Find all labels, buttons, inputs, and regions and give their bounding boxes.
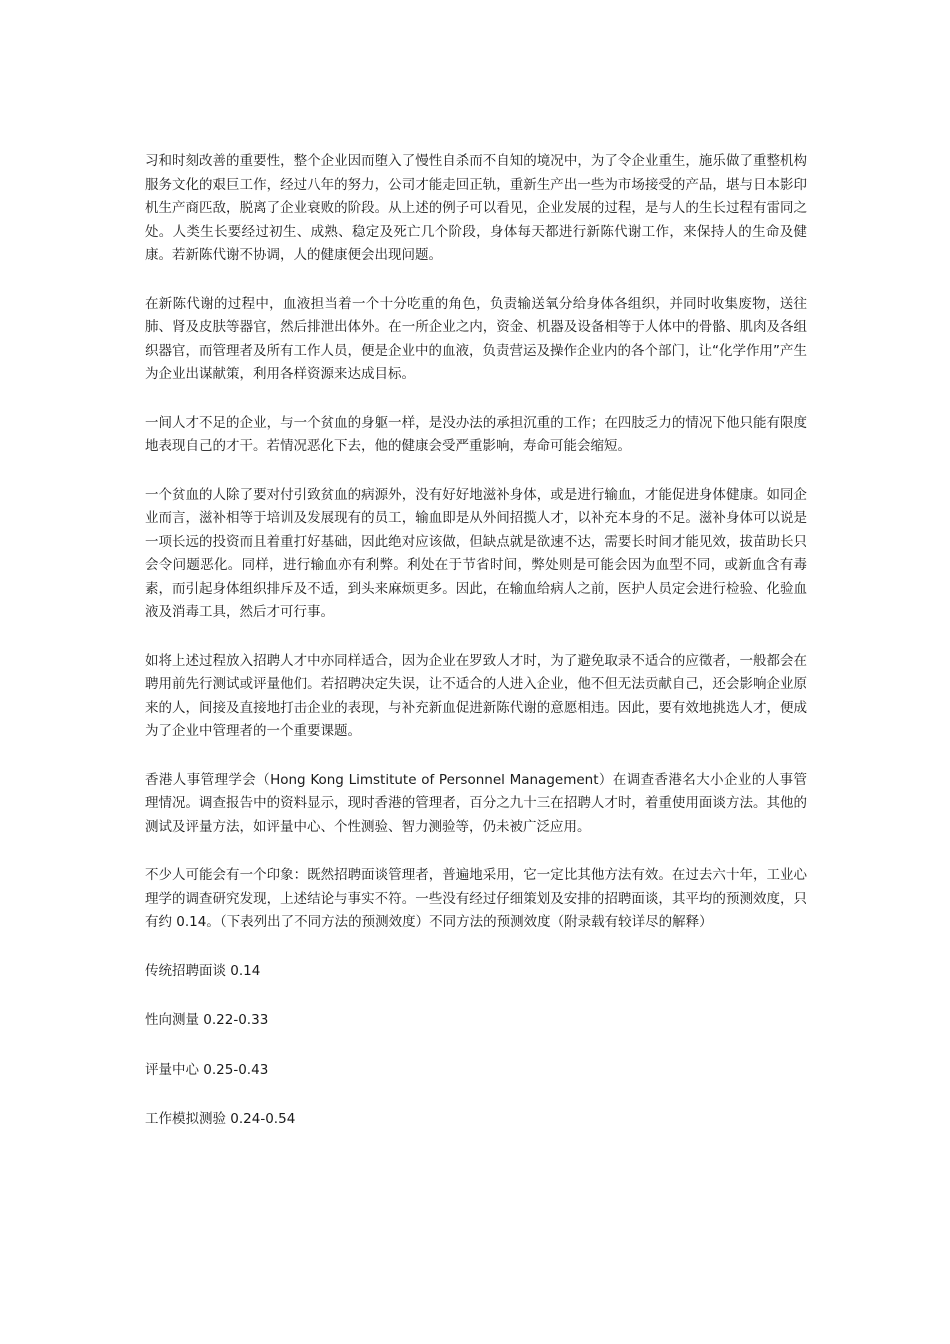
document-body [145,150,807,1158]
paragraph-talent-shortage: 一间人才不足的企业，与一个贫血的身躯一样，是没办法的承担沉重的工作；在四肢乏力的情况下他只能有限度地表现自己的才干。若情况恶化下去，他的健康会受严重影响，寿命可能会缩短。 [145,414,807,454]
paragraph-hkipm-survey: 香港人事管理学会（Hong Kong Limstitute of Personnel Management）在调查香港名大小企业的人事管理情况。调查报告中的资料显示，现时香港的管理者，百分之九十三在招聘人才时，着重使用面谈方法。其他的测试及评量方法，如评量中心、个性测验、智力测验等，仍未被广泛应用。 [145,771,807,835]
method-work-simulation: 工作模拟测验 0.24-0.54 [145,1111,296,1127]
method-assessment-center: 评量中心 0.25-0.43 [145,1061,269,1078]
method-traditional-interview: 传统招聘面谈 0.14 [145,962,261,979]
paragraph-anemia-transfusion: 一个贫血的人除了要对付引致贫血的病源外，没有好好地滋补身体，或是进行输血，才能促进身体健康。如同企业而言，滋补相等于培训及发展现有的员工，输血即是从外间招揽人才，以补充本身的不足。滋补身体可以说是一项长远的投资而且着重打好基础，因此绝对应该做，但缺点就是欲速不达，需要长时间才能见效，拔苗助长只会令问题恶化。同样，进行输血亦有利弊。利处在于节省时间，弊处则是可能会因为血型不同，或新血含有毒素，而引起身体组织排斥及不适，到头来麻烦更多。因此，在输血给病人之前，医护人员定会进行检验、化验血液及消毒工具，然后才可行事。 [145,486,807,620]
paragraph-predictive-validity: 不少人可能会有一个印象：既然招聘面谈管理者，普遍地采用，它一定比其他方法有效。在过去六十年，工业心理学的调查研究发现，上述结论与事实不符。一些没有经过仔细策划及安排的招聘面谈，其平均的预测效度，只有约 0.14。（下表列出了不同方法的预测效度）不同方法的预测效度（附录载有较详尽的解释） [145,867,807,930]
paragraph-recruitment-testing: 如将上述过程放入招聘人才中亦同样适合，因为企业在罗致人才时，为了避免取录不适合的应徵者，一般都会在聘用前先行测试或评量他们。若招聘决定失误，让不适合的人进入企业，他不但无法贡献自己，还会影响企业原来的人，间接及直接地打击企业的表现，与补充新血促进新陈代谢的意愿相违。因此，要有效地挑选人才，便成为了企业中管理者的一个重要课题。 [145,652,807,739]
paragraph-xerox-example: 习和时刻改善的重要性，整个企业因而堕入了慢性自杀而不自知的境况中，为了令企业重生，施乐做了重整机构服务文化的艰巨工作，经过八年的努力，公司才能走回正轨，重新生产出一些为市场接受的产品，堪与日本影印机生产商匹敌，脱离了企业衰败的阶段。从上述的例子可以看见，企业发展的过程，是与人的生长过程有雷同之处。人类生长要经过初生、成熟、稳定及死亡几个阶段，身体每天都进行新陈代谢工作，来保持人的生命及健康。若新陈代谢不协调，人的健康便会出现问题。 [145,153,807,263]
method-aptitude-test: 性向测量 0.22-0.33 [145,1012,269,1028]
paragraph-metabolism-blood: 在新陈代谢的过程中，血液担当着一个十分吃重的角色，负责输送氧分给身体各组织，并同时收集废物，送往肺、肾及皮肤等器官，然后排泄出体外。在一所企业之内，资金、机器及设备相等于人体中的骨骼、肌肉及各组织器官，而管理者及所有工作人员，便是企业中的血液，负责营运及操作企业内的各个部门，让“化学作用”产生为企业出谋献策，利用各样资源来达成目标。 [145,295,807,382]
